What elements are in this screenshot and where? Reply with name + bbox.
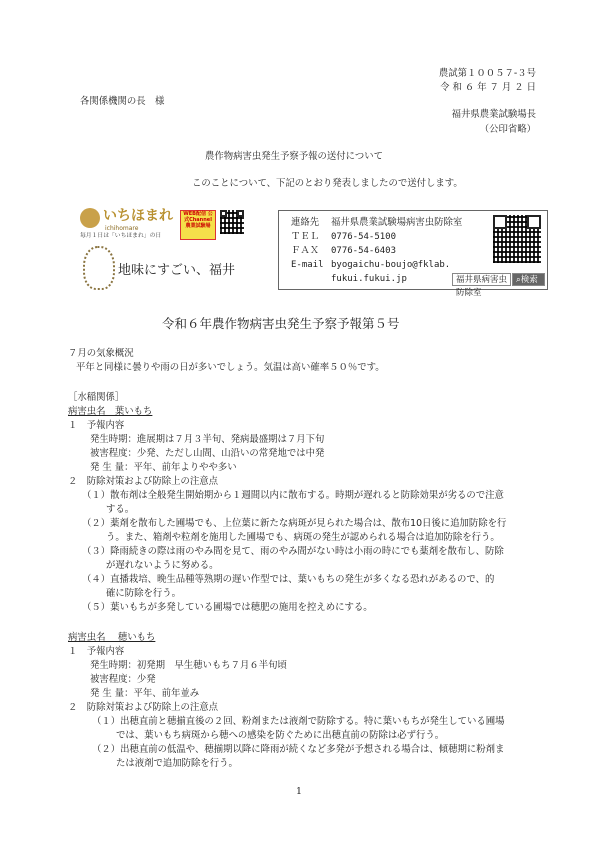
brand-roman: ichihomare: [105, 225, 139, 232]
intro-line: このことについて、下記のとおり発表しましたので送付します。: [192, 178, 463, 189]
section-heading-rice: ［水稲関係］: [68, 392, 125, 403]
forecast-heading: １ 予報内容: [68, 646, 125, 657]
contact-label-fax: ＦＡＸ: [291, 245, 320, 256]
forecast-timing: 発生時期：初発期 早生穂いもち７月６半旬頃: [90, 660, 287, 671]
contact-qr-code-icon: [493, 215, 541, 263]
contact-label-email: E-mail: [291, 260, 324, 270]
qr-code-icon: [220, 210, 244, 234]
brand-name: いちほまれ: [103, 208, 173, 224]
weather-heading: ７月の気象概況: [68, 348, 134, 359]
pest-name-leaf-blast: 病害虫名 葉いもち: [68, 406, 153, 417]
issue-date: 令 和 ６ 年 ７ 月 ２ 日: [440, 82, 536, 93]
page-number: 1: [296, 786, 302, 797]
subject-line: 農作物病害虫発生予察予報の送付について: [205, 151, 383, 162]
measures-heading: ２ 防除対策および防除上の注意点: [68, 476, 219, 487]
contact-box: [278, 210, 548, 298]
measure-line: （４）直播栽培、晩生品種等熟期の遅い作型では、葉いもちの発生が多くなる恐れがあるので、的: [82, 574, 495, 585]
contact-office: 福井県農業試験場病害虫防除室: [331, 217, 463, 228]
measure-line: （３）降雨続きの際は雨のやみ間を見て、雨のやみ間がない時は小雨の時にでも薬剤を散布し、防除: [82, 546, 504, 557]
sender-org: 福井県農業試験場長: [451, 109, 536, 120]
measure-line: 確に防除を行う。: [106, 588, 182, 599]
pest-name-panicle-blast: 病害虫名 穂いもち: [68, 632, 156, 643]
search-keyword-box[interactable]: 福井県病害虫防除室: [452, 273, 511, 286]
contact-tel: 0776-54-5100: [331, 232, 397, 242]
ichihomare-logo-icon: [80, 208, 100, 228]
measure-line: たは液剤で追加防除を行う。: [116, 758, 238, 769]
measure-line: する。: [106, 504, 135, 515]
measure-line: が遅れないように努める。: [106, 560, 219, 571]
forecast-heading: １ 予報内容: [68, 420, 125, 431]
contact-email[interactable]: byogaichu-boujo@fklab.: [331, 260, 451, 270]
measure-line: （２）薬剤を散布した圃場でも、上位葉に新たな病斑が見られた場合は、散布10日後に追加防除を行: [82, 518, 507, 529]
fukui-slogan: 地味にすごい、福井: [118, 263, 236, 278]
search-button[interactable]: [512, 273, 545, 286]
measure-line: （１）出穂直前と穂揃直後の２回、粉剤または液剤で防除する。特に葉いもちが発生している圃場: [92, 716, 505, 727]
weather-text: 平年と同様に曇りや雨の日が多いでしょう。気温は高い確率５０％です。: [76, 362, 385, 373]
search-icon: ⌕: [516, 275, 521, 285]
measure-line: では、葉いもち病斑から穂への感染を防ぐために出穂直前の防除は必ず行う。: [116, 730, 445, 741]
forecast-amount: 発 生 量：平年、前年よりやや多い: [90, 462, 237, 473]
contact-email-domain[interactable]: fukui.fukui.jp: [331, 274, 407, 284]
contact-fax: 0776-54-6403: [331, 246, 397, 256]
forecast-damage: 被害程度：少発、ただし山間、山沿いの常発地では中発: [90, 448, 325, 459]
search-button-label: 検索: [520, 275, 538, 285]
forecast-amount: 発 生 量：平年、前年並み: [90, 688, 200, 699]
measure-line: （２）出穂直前の低温や、穂揃期以降に降雨が続くなど多発が予想される場合は、傾穂期に粉剤ま: [92, 744, 505, 755]
measure-line: う。また、箱剤や粒剤を施用した圃場でも、病斑の発生が認められる場合は追加防除を行う。: [106, 532, 500, 543]
measure-line: （１）散布剤は全般発生開始期から１週間以内に散布する。時期が遅れると防除効果が劣るので注意: [82, 490, 504, 501]
contact-label-tel: ＴＥＬ: [291, 231, 320, 242]
forecast-timing: 発生時期：進展期は７月３半旬、発病最盛期は７月下旬: [90, 434, 325, 445]
forecast-damage: 被害程度：少発: [90, 674, 156, 685]
seal-note: （公印省略）: [479, 124, 536, 135]
web-channel-badge: WEB配信 公式Channel 農業試験場: [180, 210, 216, 240]
forecast-title: 令和６年農作物病害虫発生予察予報第５号: [162, 316, 400, 331]
document-number: 農試第１００５７-３号: [438, 68, 536, 79]
measures-heading: ２ 防除対策および防除上の注意点: [68, 702, 219, 713]
crest-illustration-icon: [83, 246, 115, 290]
recipient: 各関係機関の長 様: [80, 96, 165, 107]
measure-line: （５）葉いもちが多発している圃場では穂肥の施用を控えめにする。: [82, 602, 373, 613]
brand-caption: 毎月１日は「いちほまれ」の日: [80, 233, 162, 239]
contact-label-office: 連絡先: [291, 217, 320, 228]
